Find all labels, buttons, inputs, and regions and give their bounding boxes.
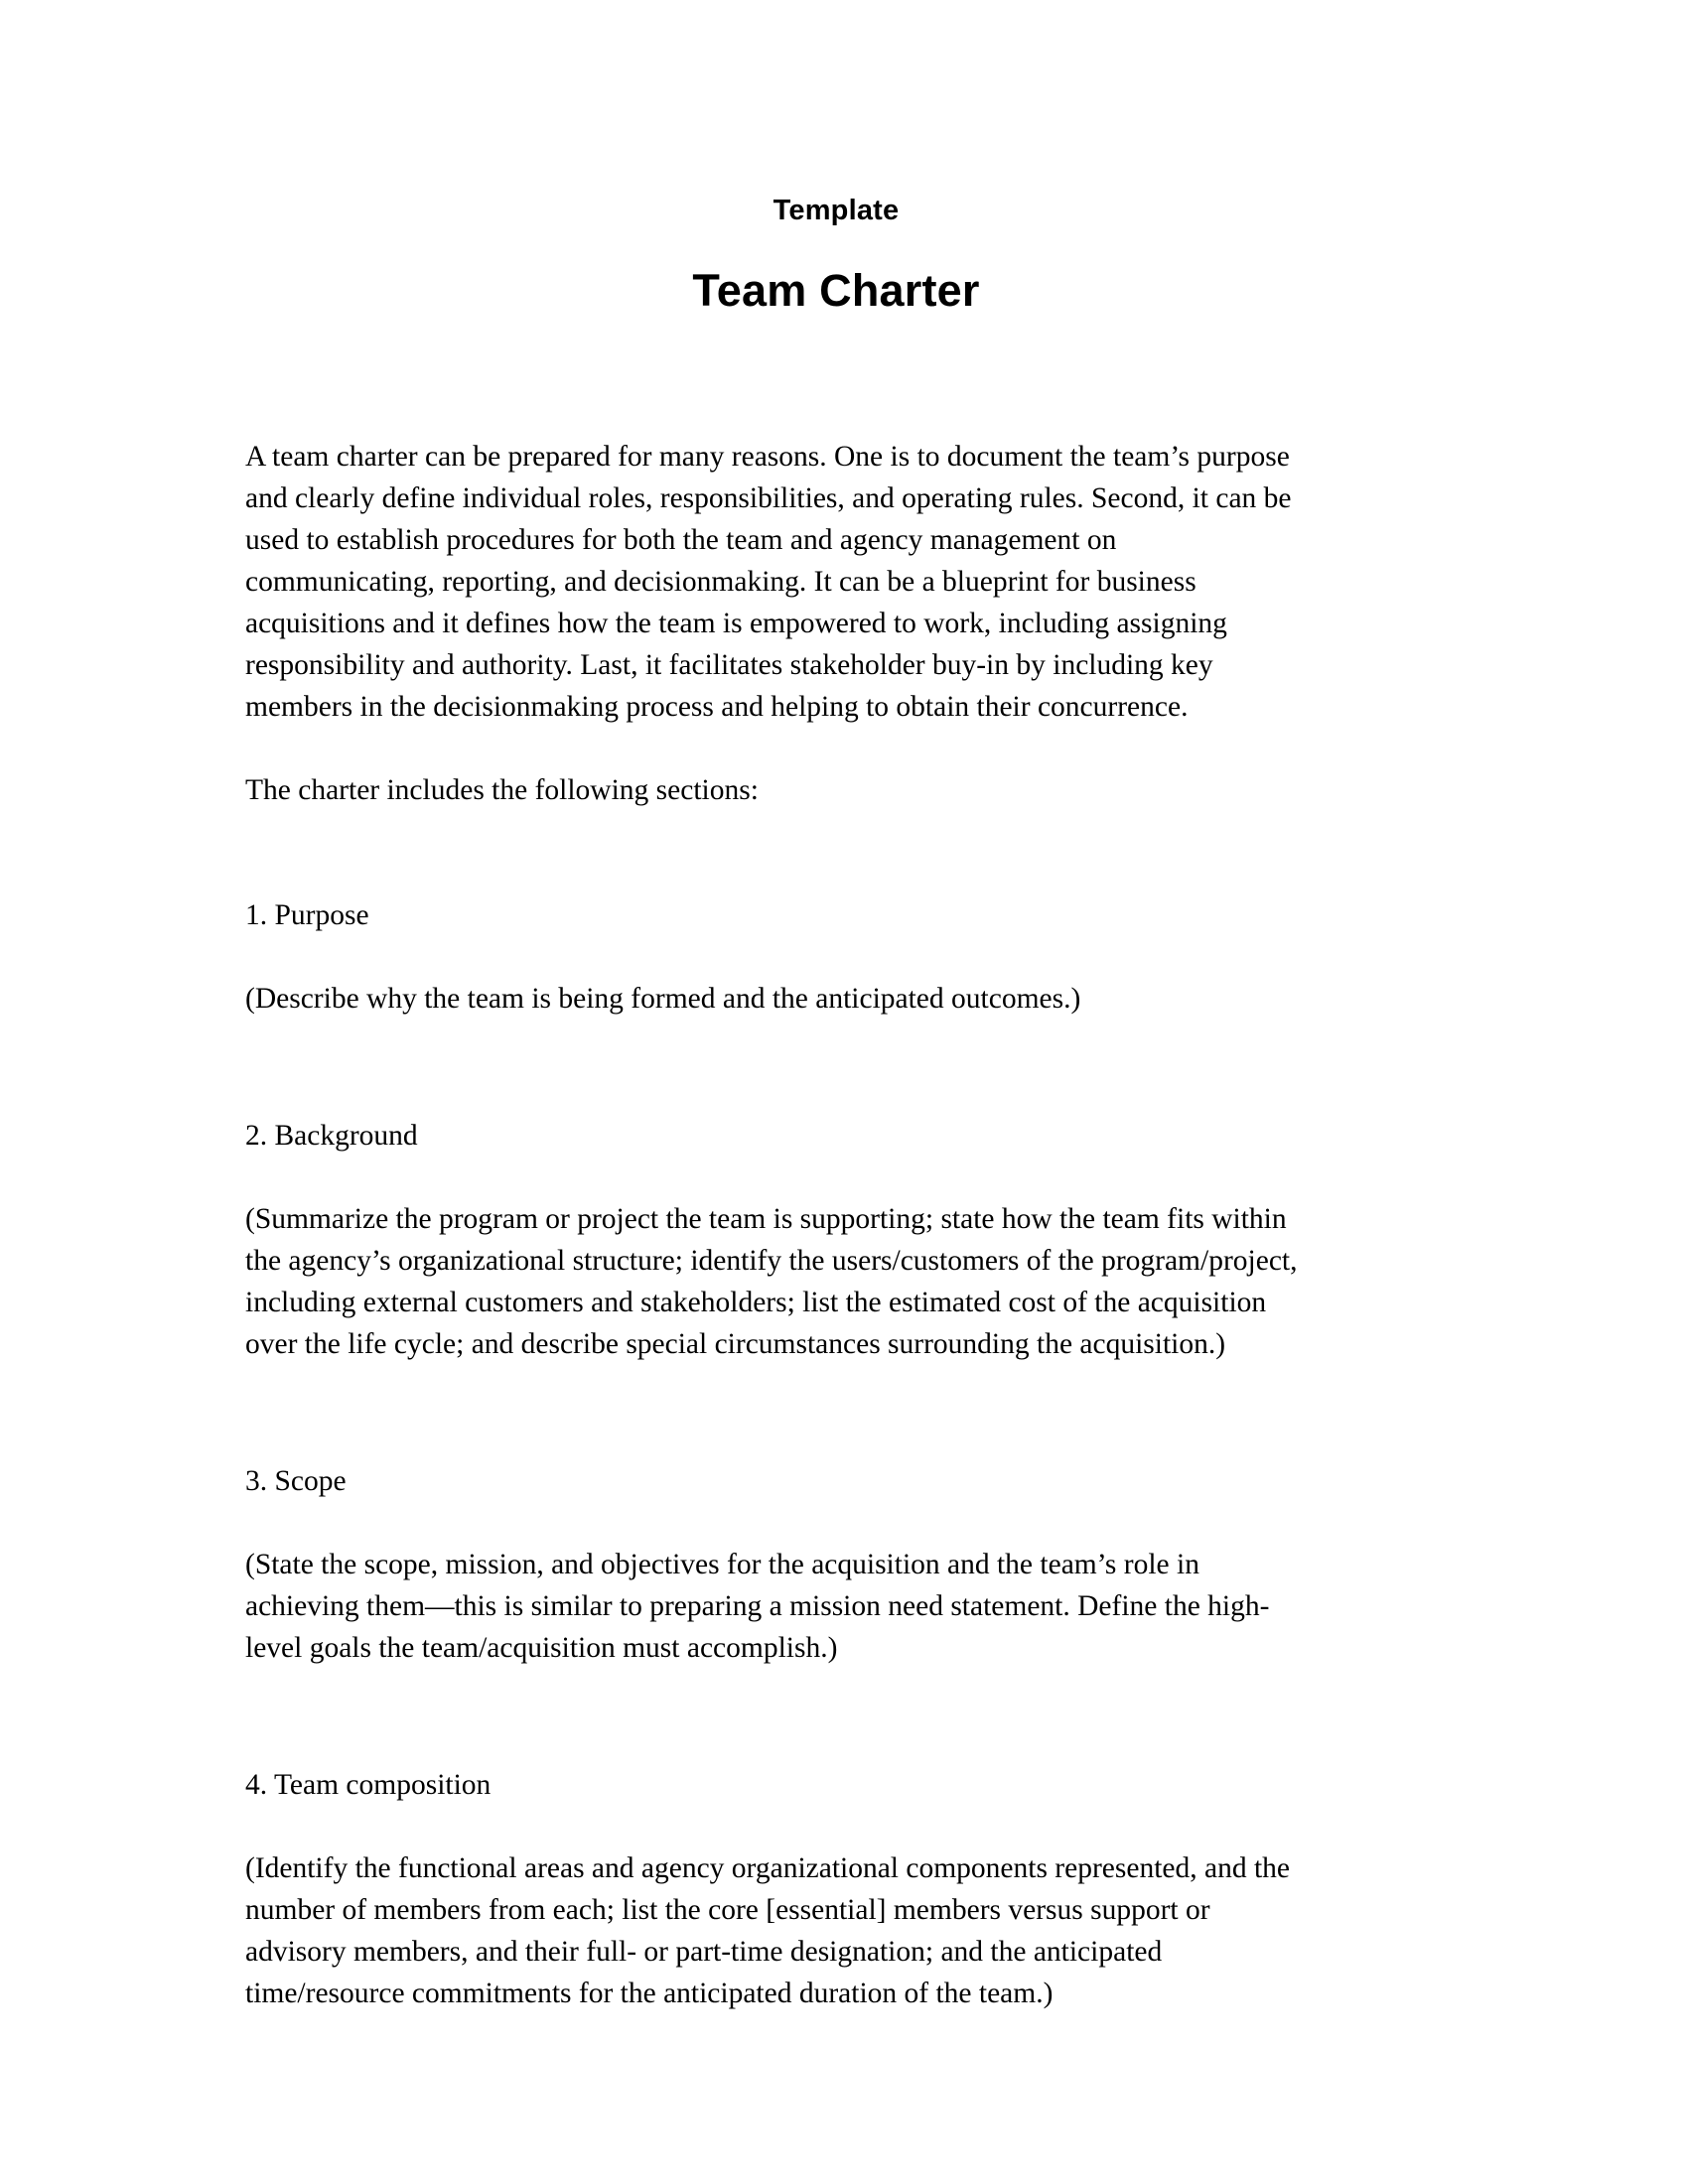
intro-line: and clearly define individual roles, responsibilities, and operating rules. Second, it can be <box>245 482 1292 515</box>
page-title: Team Charter <box>692 265 980 317</box>
spacer-section-4-heading <box>245 1806 1427 1847</box>
section-heading-team-composition: 4. Team composition <box>245 1769 492 1802</box>
section-description-line: achieving them—this is similar to preparing a mission need statement. Define the high- <box>245 1590 1270 1623</box>
section-description-line: (State the scope, mission, and objectives for the acquisition and the team’s role in <box>245 1549 1199 1581</box>
section-description-background <box>245 1198 1427 1365</box>
section-description-line: (Identify the functional areas and agency organizational components represented, and the <box>245 1852 1291 1885</box>
spacer-section-3-heading <box>245 1502 1427 1544</box>
spacer-before-section-3 <box>245 1365 1427 1460</box>
intro-line: communicating, reporting, and decisionmaking. It can be a blueprint for business <box>245 566 1196 599</box>
section-description-team-composition <box>245 1847 1427 2014</box>
document-kind-label: Template <box>773 195 900 226</box>
intro-paragraph <box>245 436 1427 728</box>
document-body <box>245 0 1427 2014</box>
section-description-purpose <box>245 978 1427 1020</box>
spacer-section-1-heading <box>245 936 1427 978</box>
spacer-before-section-4 <box>245 1669 1427 1764</box>
toc-lead-in: The charter includes the following sections: <box>245 774 759 807</box>
section-heading-background: 2. Background <box>245 1120 418 1153</box>
section-description-line: advisory members, and their full- or part-time designation; and the anticipated <box>245 1936 1163 1969</box>
intro-line: members in the decisionmaking process and helping to obtain their concurrence. <box>245 691 1189 724</box>
spacer-before-lead-in <box>245 728 1427 769</box>
section-description-line: including external customers and stakeholders; list the estimated cost of the acquisition <box>245 1287 1267 1319</box>
spacer-before-section-2 <box>245 1020 1427 1115</box>
intro-line: used to establish procedures for both the team and agency management on <box>245 524 1117 557</box>
intro-line: A team charter can be prepared for many reasons. One is to document the team’s purpose <box>245 441 1290 474</box>
spacer-after-title <box>245 317 1427 436</box>
section-description-line: time/resource commitments for the anticipated duration of the team.) <box>245 1978 1054 2010</box>
section-heading-scope: 3. Scope <box>245 1465 347 1498</box>
section-description-line: number of members from each; list the core [essential] members versus support or <box>245 1894 1210 1927</box>
section-description-line: the agency’s organizational structure; identify the users/customers of the program/project, <box>245 1245 1298 1278</box>
spacer-before-section-1 <box>245 811 1427 894</box>
section-description-line: (Describe why the team is being formed and the anticipated outcomes.) <box>245 983 1081 1016</box>
spacer-section-2-heading <box>245 1157 1427 1198</box>
intro-line: responsibility and authority. Last, it facilitates stakeholder buy-in by including key <box>245 649 1213 682</box>
section-heading-purpose: 1. Purpose <box>245 899 369 932</box>
intro-line: acquisitions and it defines how the team is empowered to work, including assigning <box>245 608 1227 640</box>
section-description-line: (Summarize the program or project the team is supporting; state how the team fits within <box>245 1203 1287 1236</box>
section-description-line: over the life cycle; and describe special circumstances surrounding the acquisition.) <box>245 1328 1226 1361</box>
section-description-line: level goals the team/acquisition must accomplish.) <box>245 1632 838 1665</box>
section-description-scope <box>245 1544 1427 1669</box>
